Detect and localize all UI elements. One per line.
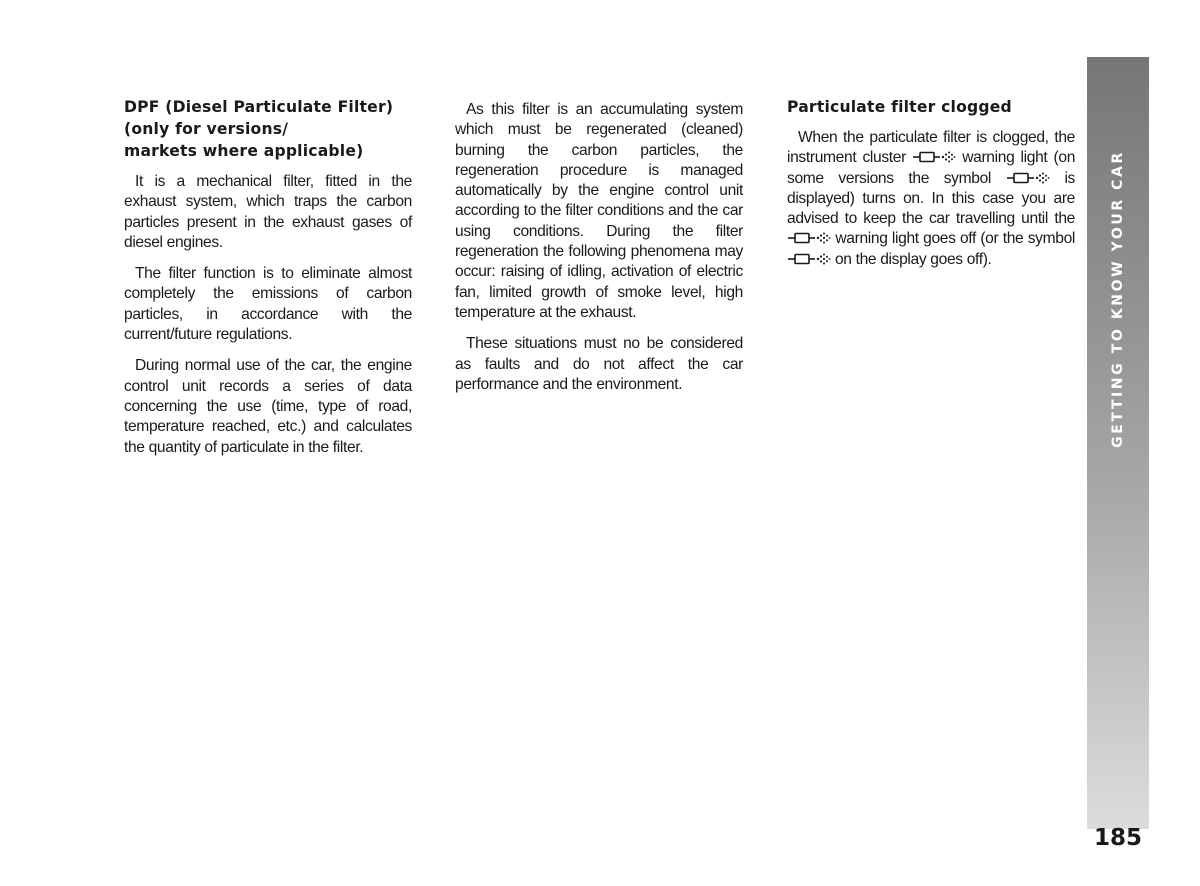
heading-line: markets where applicable)	[124, 142, 364, 160]
text-fragment: warning light (on some versions the symbol	[787, 149, 1076, 187]
paragraph-clogged	[787, 128, 1075, 270]
paragraph: These situations must no be considered as faults and do not affect the car performance and the environment.	[455, 335, 743, 393]
column-regeneration	[455, 96, 743, 406]
paragraph: As this filter is an accumulating system which must be regenerated (cleaned) burning the carbon particles, the regeneration procedure is managed automatically by the engine control unit according to the filter conditions and the car using conditions. During the filter regeneration the following phenomena may occur: raising of idling, activation of electric fan, limited growth of smoke level, high temperature at the exhaust.	[455, 101, 743, 321]
particulate-filter-icon	[787, 231, 831, 245]
column-dpf	[124, 96, 412, 469]
text-fragment: on the display goes off).	[834, 250, 992, 268]
section-heading-clogged: Particulate filter clogged	[787, 98, 1012, 116]
heading-line: (only for versions/	[124, 120, 289, 138]
text-fragment: warning light goes off (or the symbol	[835, 230, 1076, 248]
particulate-filter-icon	[1006, 171, 1050, 185]
paragraph: During normal use of the car, the engine control unit records a series of data concerning the use (time, type of road, temperature reached, etc.) and calculates the quantity of particulate in the filter.	[124, 357, 412, 456]
chapter-title: GETTING TO KNOW YOUR CAR	[1110, 150, 1126, 448]
paragraph: It is a mechanical filter, fitted in the exhaust system, which traps the carbon particles present in the exhaust gases of diesel engines.	[124, 173, 412, 251]
heading-line: DPF (Diesel Particulate Filter)	[124, 98, 394, 116]
particulate-filter-icon	[787, 252, 831, 266]
text-fragment: is displayed) turns on. In this case you are advised to keep the car travelling until the	[787, 169, 1075, 228]
column-clogged	[787, 96, 1075, 281]
section-heading-dpf	[124, 96, 412, 162]
paragraph: The filter function is to eliminate almost completely the emissions of carbon particles, in accordance with the current/future regulations.	[124, 265, 412, 344]
text-fragment: When the particulate filter is clogged, the instrument cluster	[787, 129, 1075, 167]
chapter-sidebar	[1087, 57, 1149, 851]
particulate-filter-icon	[912, 150, 956, 164]
page-number: 185	[1093, 825, 1142, 851]
